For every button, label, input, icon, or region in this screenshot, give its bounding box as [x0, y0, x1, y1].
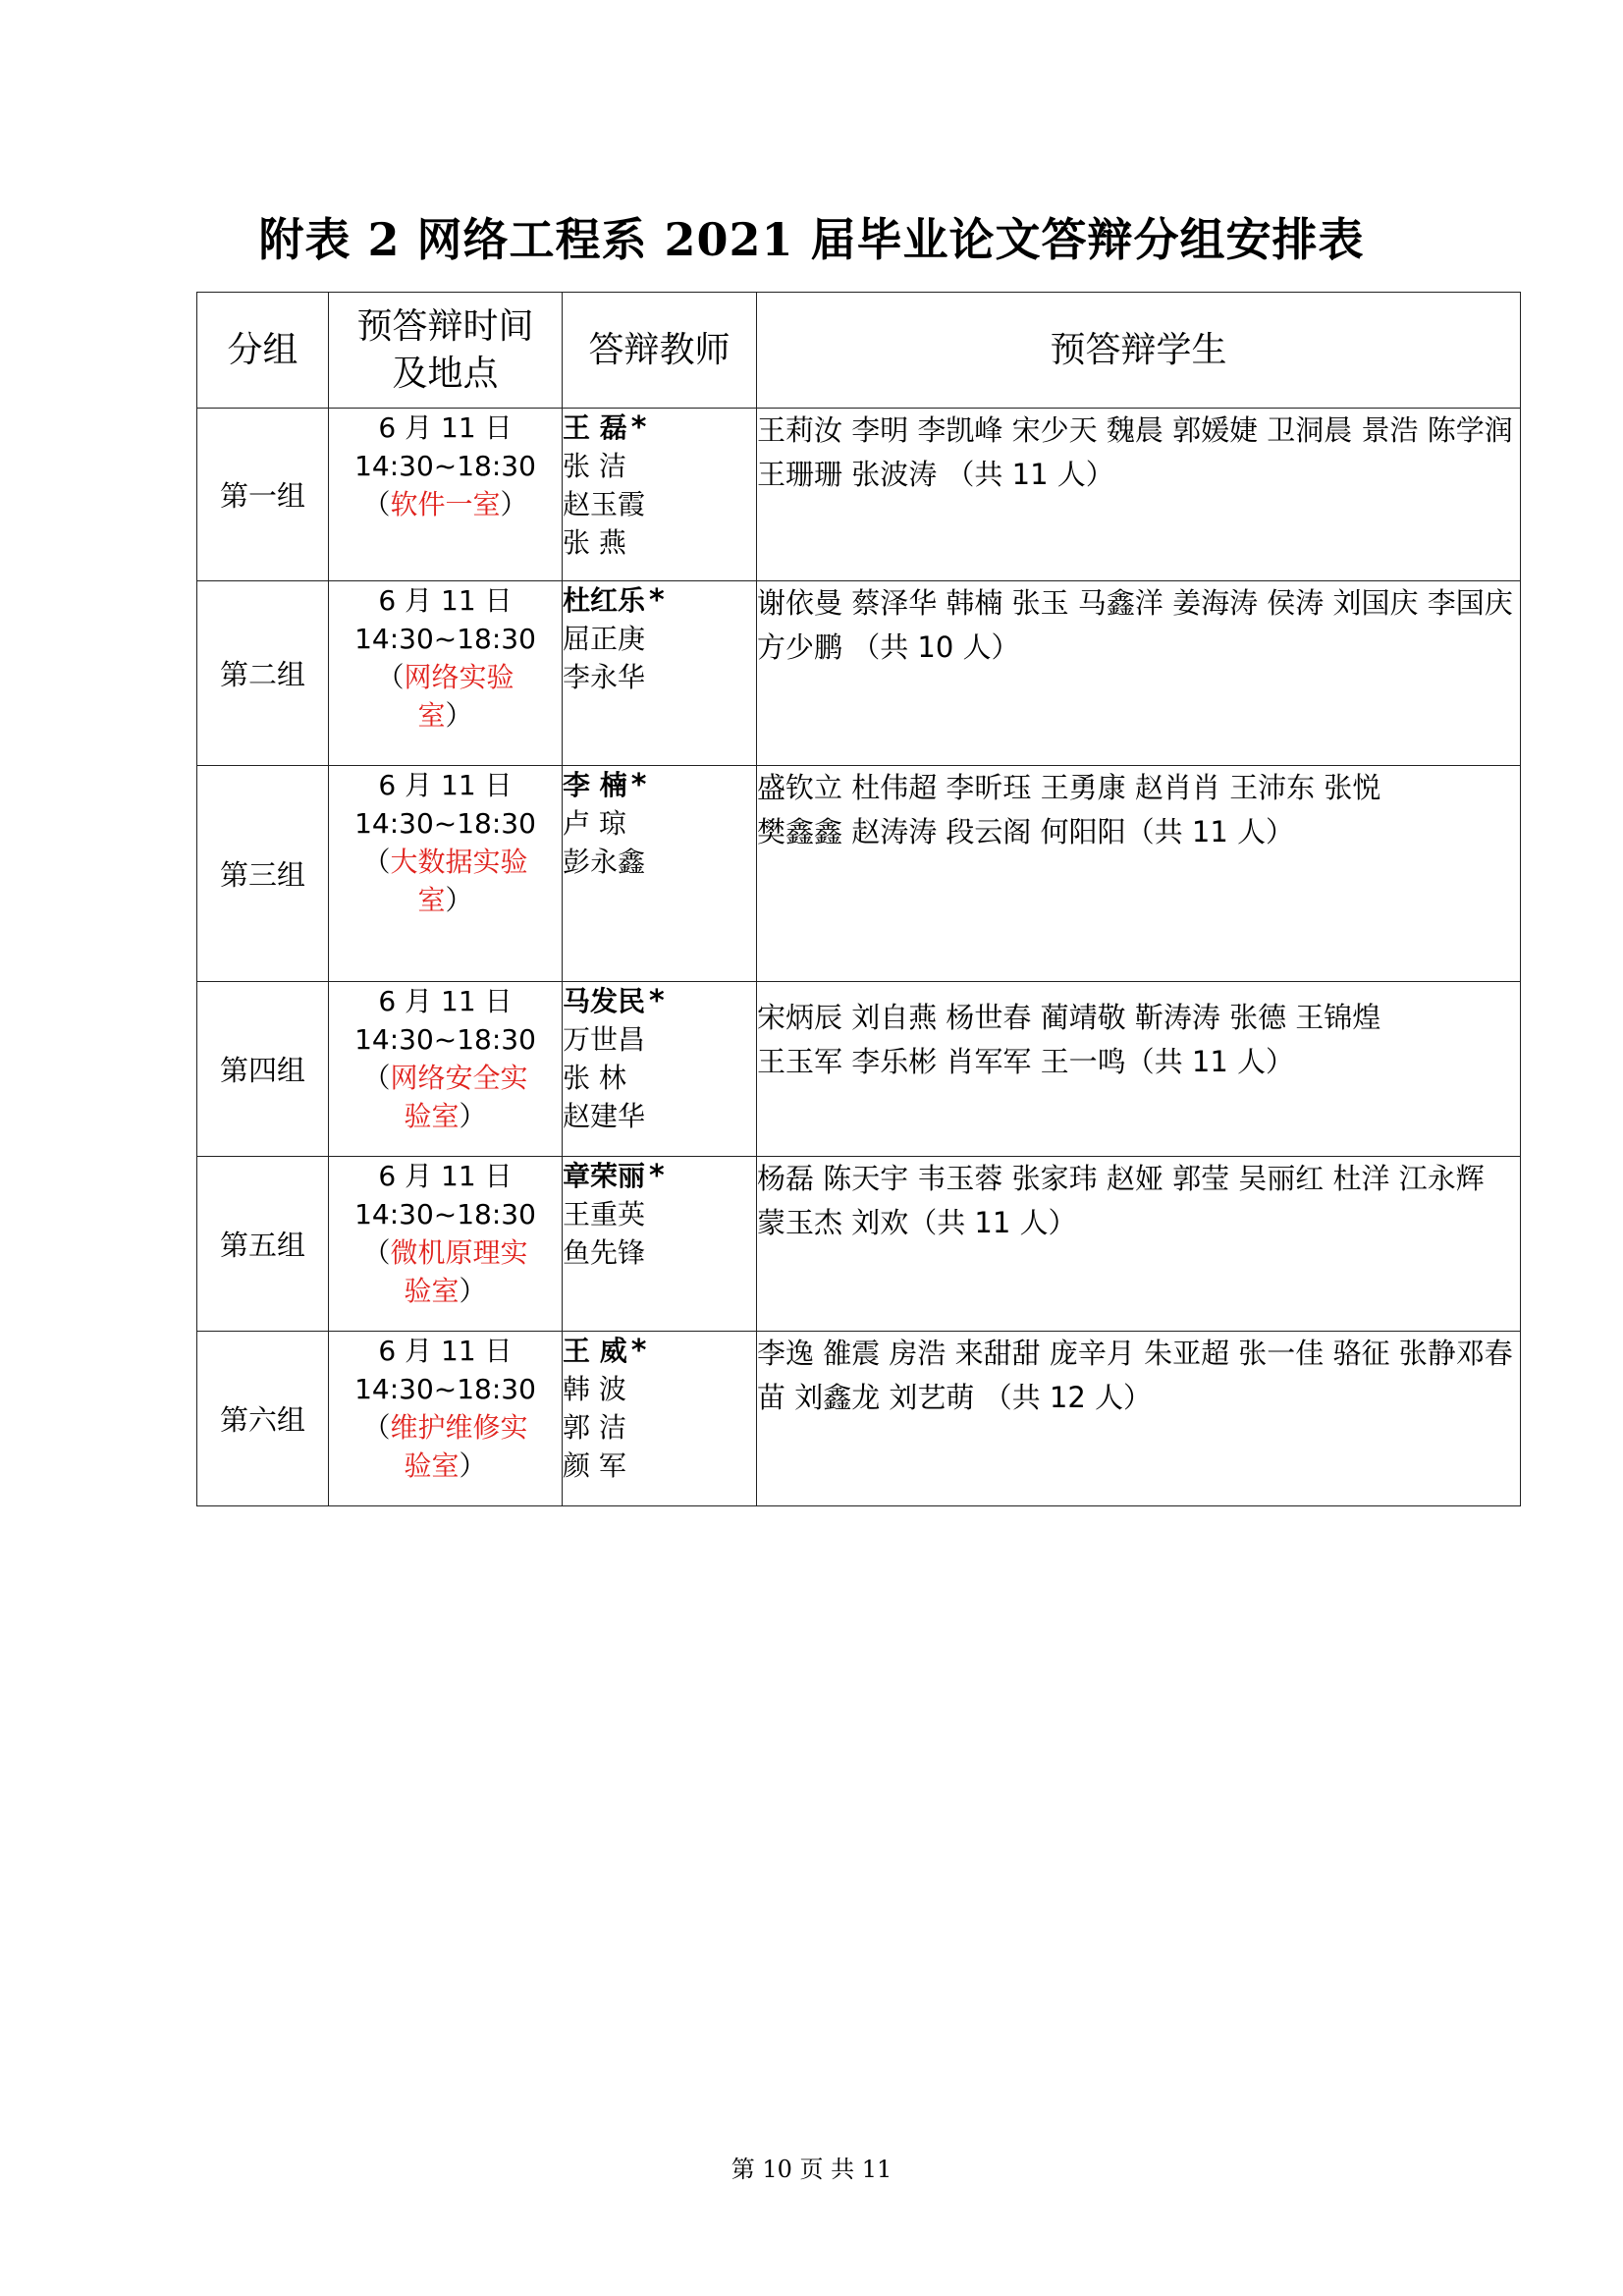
time-location-cell: [329, 409, 563, 581]
defense-location-cont: 室）: [417, 699, 473, 732]
defense-location: （微机原理实: [362, 1236, 528, 1269]
header-time-line2: 及地点: [392, 353, 499, 394]
table-row: [197, 1157, 1521, 1332]
table-row: [197, 409, 1521, 581]
defense-date: 6 月 11 日: [378, 1335, 513, 1367]
lead-star-icon: *: [649, 984, 665, 1018]
teacher: 卢 琼: [563, 807, 626, 840]
teacher: 赵玉霞: [563, 488, 646, 520]
defense-location-cont: 室）: [417, 884, 473, 916]
defense-schedule-table: [196, 292, 1521, 1506]
header-time-line1: 预答辩时间: [356, 305, 534, 347]
defense-location-cont: 验室）: [404, 1100, 487, 1132]
teacher: 万世昌: [563, 1023, 646, 1056]
students-cell: 杨磊 陈天宇 韦玉蓉 张家玮 赵娅 郭莹 吴丽红 杜洋 江永辉 蒙玉杰 刘欢（共 11 人）: [757, 1157, 1521, 1332]
teacher-cell: [563, 1332, 757, 1506]
students-line: 盛钦立 杜伟超 李昕珏 王勇康 赵肖肖 王沛东 张悦: [757, 771, 1381, 804]
defense-date: 6 月 11 日: [378, 985, 513, 1017]
header-students: 预答辩学生: [757, 293, 1521, 409]
table-row: [197, 1332, 1521, 1506]
group-name: 第五组: [197, 1157, 329, 1332]
lead-star-icon: *: [630, 410, 647, 445]
defense-date: 6 月 11 日: [378, 584, 513, 617]
teacher-cell: [563, 409, 757, 581]
defense-location: （软件一室）: [362, 488, 528, 520]
time-location-cell: [329, 1332, 563, 1506]
teacher: 屈正庚: [563, 623, 646, 655]
teacher: 彭永鑫: [563, 846, 646, 878]
teacher: 赵建华: [563, 1100, 646, 1132]
teacher: 鱼先锋: [563, 1236, 646, 1269]
lead-teacher: 马发民 *: [563, 984, 665, 1018]
defense-time: 14:30~18:30: [354, 450, 536, 482]
page-footer: 第 10 页 共 11: [730, 2156, 893, 2183]
students-line: 樊鑫鑫 赵涛涛 段云阁 何阳阳（共 11 人）: [757, 815, 1294, 848]
lead-star-icon: *: [649, 583, 665, 618]
defense-time: 14:30~18:30: [354, 1198, 536, 1230]
teacher: 颜 军: [563, 1449, 626, 1482]
time-location-cell: [329, 982, 563, 1157]
defense-location: （网络安全实: [362, 1062, 528, 1094]
teacher-cell: [563, 982, 757, 1157]
header-group: 分组: [197, 293, 329, 409]
group-name: 第一组: [197, 409, 329, 581]
defense-date: 6 月 11 日: [378, 769, 513, 801]
table-row: [197, 766, 1521, 982]
teacher: 张 林: [563, 1062, 626, 1094]
students-cell: [757, 982, 1521, 1157]
teacher-cell: [563, 766, 757, 982]
table-header-row: [197, 293, 1521, 409]
students-cell: 谢依曼 蔡泽华 韩楠 张玉 马鑫洋 姜海涛 侯涛 刘国庆 李国庆 方少鹏 （共 10 人）: [757, 581, 1521, 766]
defense-time: 14:30~18:30: [354, 1373, 536, 1405]
group-name: 第四组: [197, 982, 329, 1157]
students-cell: [757, 766, 1521, 982]
defense-location: （网络实验: [376, 661, 514, 693]
table-row: [197, 982, 1521, 1157]
teacher: 张 洁: [563, 450, 626, 482]
time-location-cell: [329, 766, 563, 982]
teacher: 张 燕: [563, 526, 626, 559]
defense-date: 6 月 11 日: [378, 411, 513, 444]
defense-location-cont: 验室）: [404, 1449, 487, 1482]
lead-teacher: 王 威 *: [563, 1334, 647, 1368]
lead-star-icon: *: [649, 1159, 665, 1193]
group-name: 第二组: [197, 581, 329, 766]
group-name: 第三组: [197, 766, 329, 982]
lead-teacher: 李 楠 *: [563, 768, 647, 802]
teacher-cell: [563, 1157, 757, 1332]
defense-location: （维护维修实: [362, 1411, 528, 1444]
defense-time: 14:30~18:30: [354, 1023, 536, 1056]
students-line: 王玉军 李乐彬 肖军军 王一鸣（共 11 人）: [757, 1045, 1294, 1078]
time-location-cell: [329, 1157, 563, 1332]
lead-star-icon: *: [630, 1334, 647, 1368]
lead-teacher: 杜红乐 *: [563, 583, 665, 618]
page-title: 附表 2 网络工程系 2021 届毕业论文答辩分组安排表: [258, 213, 1365, 266]
defense-time: 14:30~18:30: [354, 623, 536, 655]
students-cell: 王莉汝 李明 李凯峰 宋少天 魏晨 郭媛婕 卫洞晨 景浩 陈学润 王珊珊 张波涛 （共 11 人）: [757, 409, 1521, 581]
lead-teacher: 章荣丽 *: [563, 1159, 665, 1193]
defense-location-cont: 验室）: [404, 1275, 487, 1307]
lead-teacher: 王 磊 *: [563, 410, 647, 445]
group-name: 第六组: [197, 1332, 329, 1506]
teacher: 郭 洁: [563, 1411, 626, 1444]
students-cell: 李逸 雒震 房浩 来甜甜 庞辛月 朱亚超 张一佳 骆征 张静邓春苗 刘鑫龙 刘艺萌 （共 12 人）: [757, 1332, 1521, 1506]
teacher-cell: [563, 581, 757, 766]
students-line: 宋炳辰 刘自燕 杨世春 蔺靖敬 靳涛涛 张德 王锦煌: [757, 1001, 1381, 1034]
header-time-location: [329, 293, 563, 409]
header-teacher: 答辩教师: [563, 293, 757, 409]
teacher: 王重英: [563, 1198, 646, 1230]
defense-location: （大数据实验: [362, 846, 528, 878]
defense-date: 6 月 11 日: [378, 1160, 513, 1192]
teacher: 韩 波: [563, 1373, 626, 1405]
time-location-cell: [329, 581, 563, 766]
defense-time: 14:30~18:30: [354, 807, 536, 840]
table-row: [197, 581, 1521, 766]
teacher: 李永华: [563, 661, 646, 693]
lead-star-icon: *: [630, 768, 647, 802]
